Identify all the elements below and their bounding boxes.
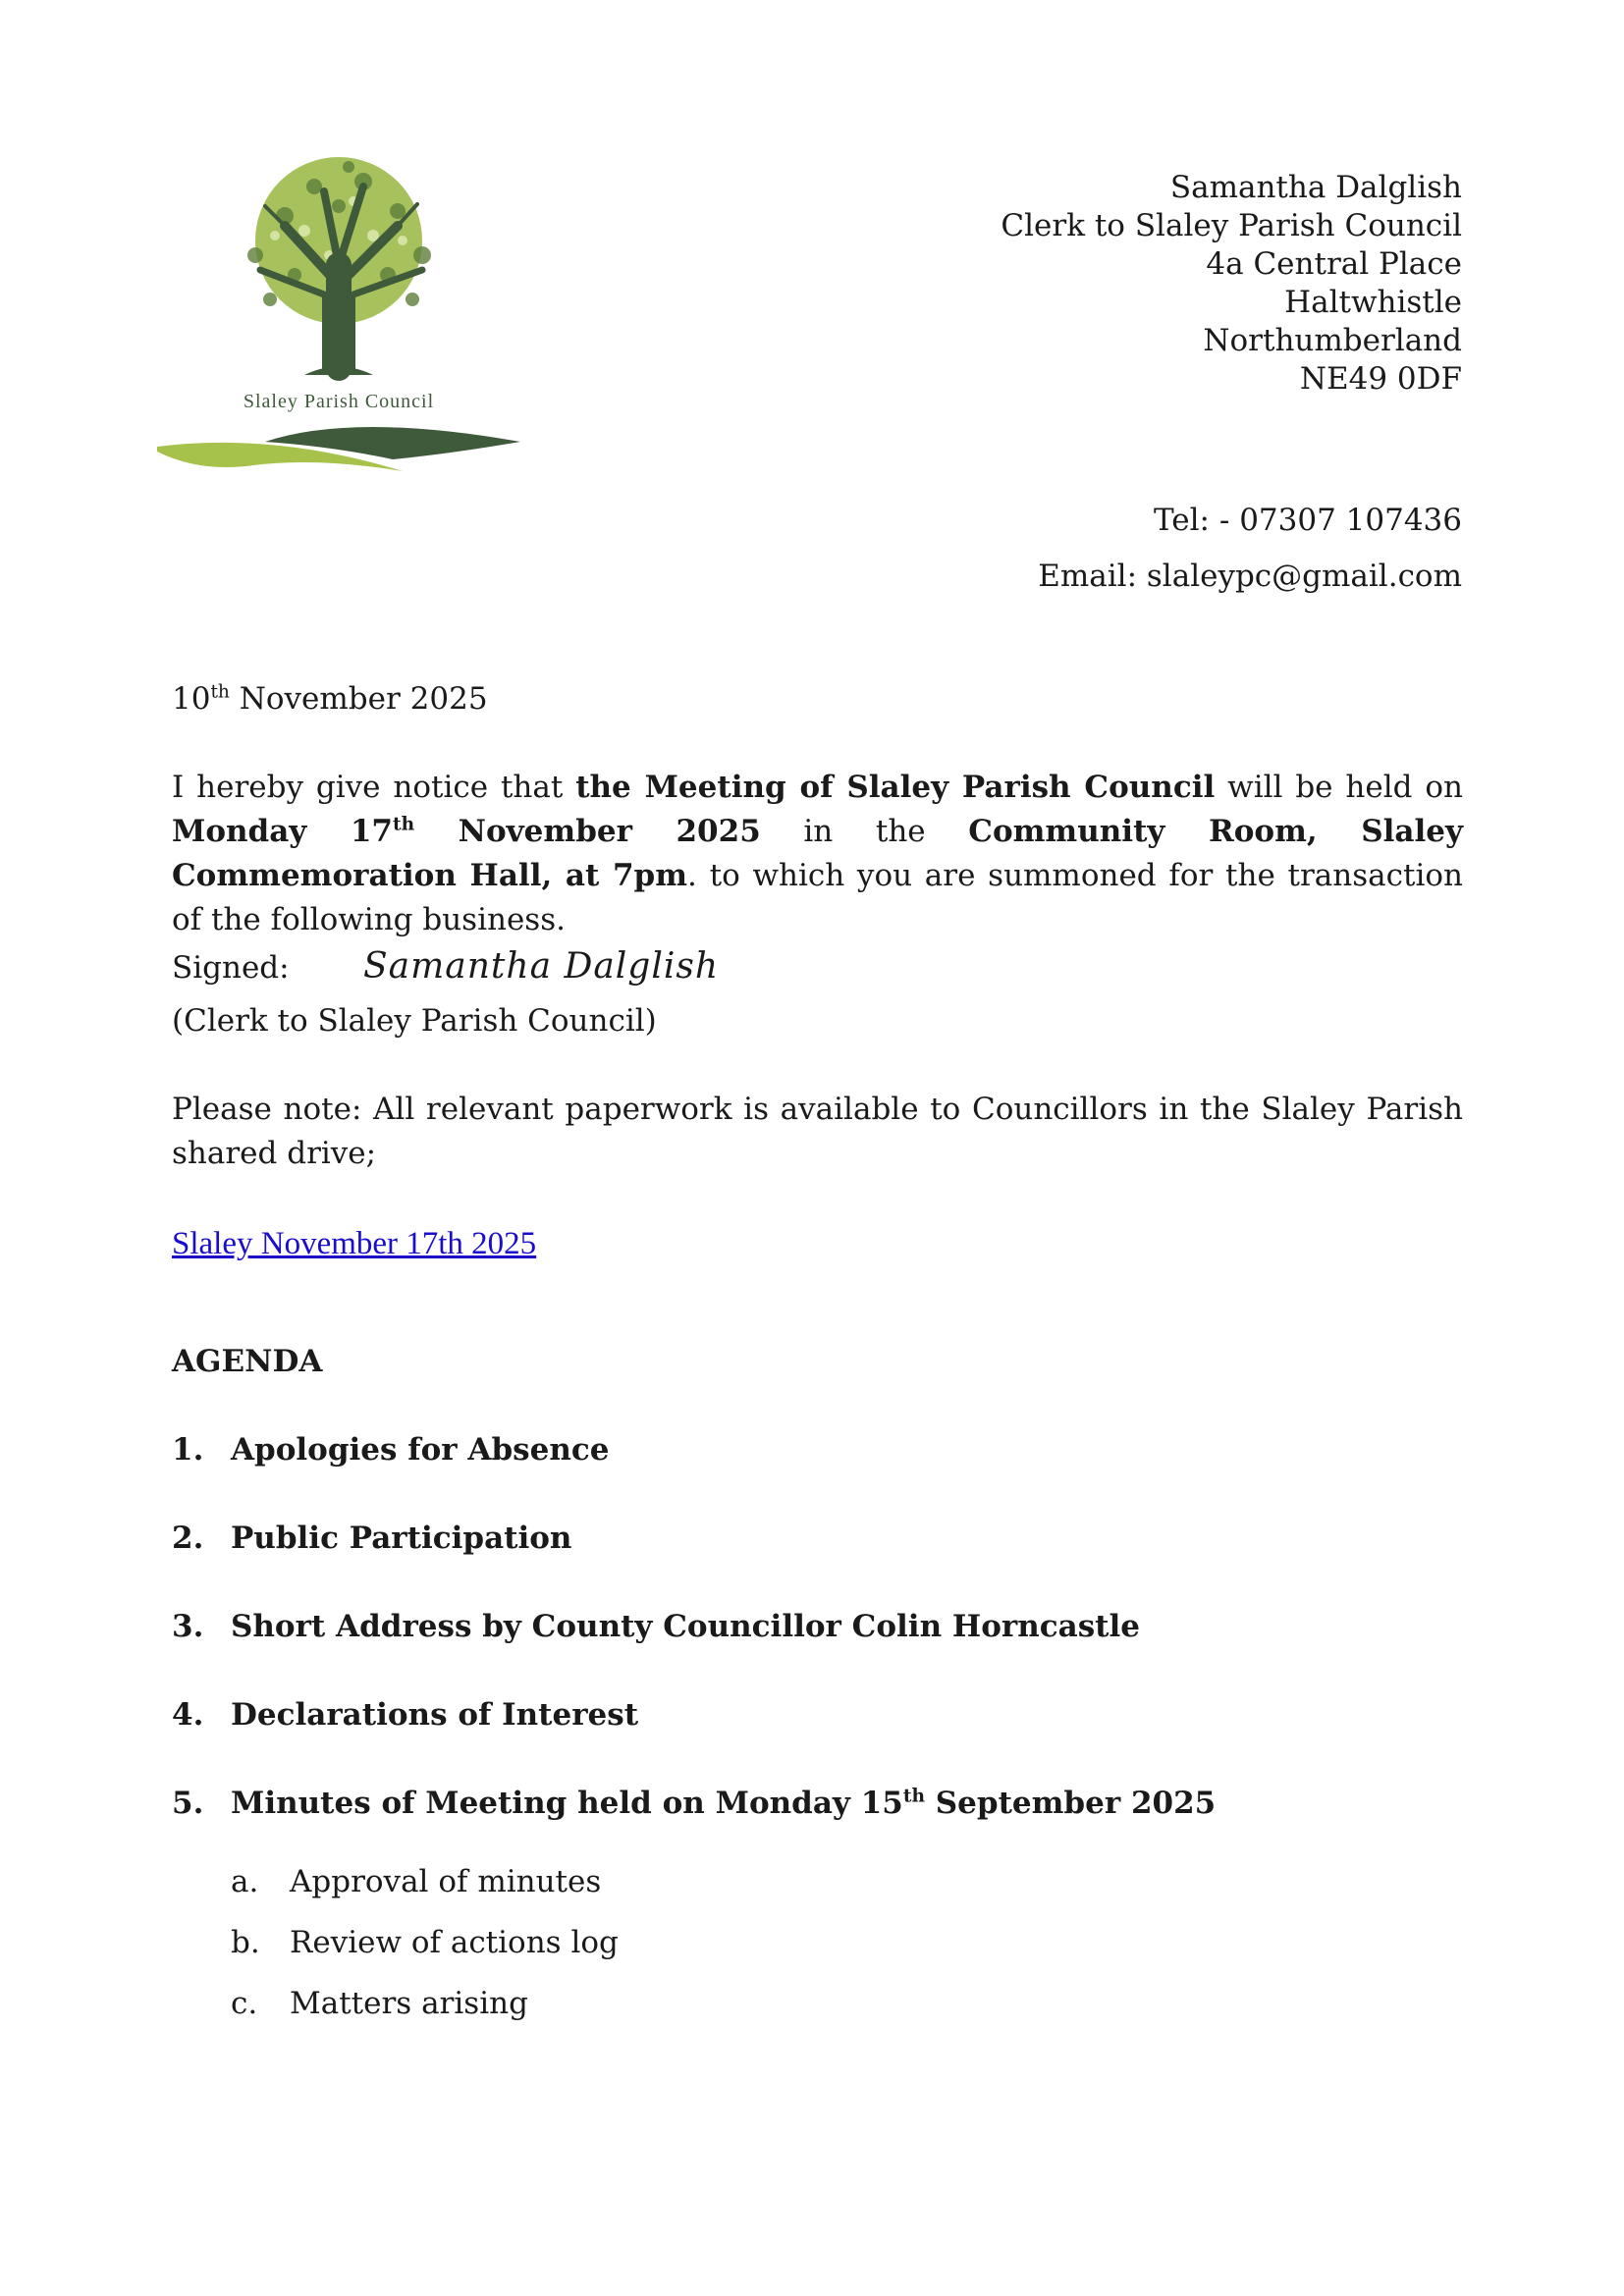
agenda-item: 4. Declarations of Interest (172, 1697, 639, 1733)
agenda-item: 3. Short Address by County Councillor Colin Horncastle (172, 1609, 1140, 1644)
address-line: Haltwhistle (1284, 285, 1462, 320)
logo-text: Slaley Parish Council (243, 391, 435, 412)
agenda-title: AGENDA (172, 1344, 323, 1379)
shared-drive-link[interactable]: Slaley November 17th 2025 (172, 1226, 537, 1261)
agenda-sub-item: c. Matters arising (231, 1986, 528, 2021)
signature: Samantha Dalglish (363, 946, 720, 987)
contact-details (1038, 501, 1462, 596)
sender-address (1001, 169, 1462, 399)
agenda-sub-item: a. Approval of minutes (231, 1864, 602, 1899)
address-line: 4a Central Place (1206, 246, 1462, 282)
agenda-item: 2. Public Participation (172, 1521, 572, 1556)
agenda-sub-item: b. Review of actions log (231, 1925, 619, 1960)
sender-role: Clerk to Slaley Parish Council (1001, 208, 1462, 243)
clerk-title: (Clerk to Slaley Parish Council) (172, 1003, 657, 1039)
sender-name: Samantha Dalglish (1169, 170, 1462, 205)
postcode: NE49 0DF (1299, 361, 1462, 397)
signature-line (172, 944, 1463, 990)
meeting-notice: I hereby give notice that the Meeting of Slaley Parish Council will be held on Monday 17th November 2025 in the Community Room, Slaley Commemoration Hall, at 7pm. to which you are summoned for the transaction of the following business. (172, 770, 1464, 937)
tree-icon (247, 157, 431, 375)
telephone: Tel: - 07307 107436 (1154, 503, 1462, 538)
email: Email: slaleypc@gmail.com (1038, 559, 1462, 594)
letter-date: 10th November 2025 (172, 681, 488, 717)
parish-council-logo (157, 147, 520, 476)
signed-label: Signed: (172, 950, 290, 986)
please-note: Please note: All relevant paperwork is available to Councillors in the Slaley Parish shared drive; (172, 1092, 1463, 1171)
agenda-item: 5. Minutes of Meeting held on Monday 15th September 2025 (172, 1786, 1217, 1821)
address-line: Northumberland (1203, 323, 1462, 358)
agenda-item: 1. Apologies for Absence (172, 1432, 610, 1468)
